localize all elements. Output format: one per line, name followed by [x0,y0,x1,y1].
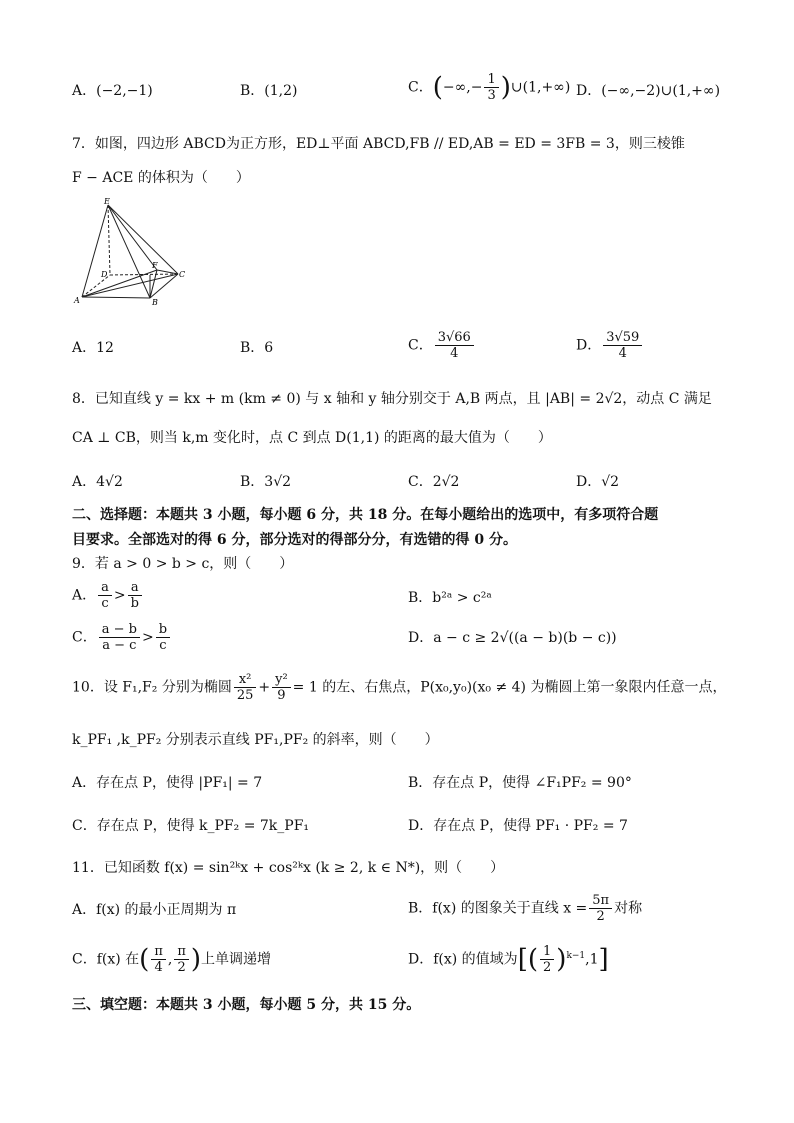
q7-option-d-label: D． [576,337,602,354]
q10-option-c: C．存在点 P，使得 k_PF₂ = 7k_PF₁ [72,818,310,834]
q6-option-c-post: ∪(1,+∞) [510,79,571,96]
q6-option-c-label: C． [408,79,433,96]
q6-option-d: D．(−∞,−2)∪(1,+∞) [576,83,721,99]
section2-heading-line2: 目要求。全部选对的得 6 分，部分选对的得部分分，有选错的得 0 分。 [72,532,517,548]
q8-option-c: C．2√2 [408,474,460,490]
q8-option-d: D．√2 [576,474,620,490]
q10-option-b: B．存在点 P，使得 ∠F₁PF₂ = 90° [408,775,632,791]
q7-option-c [408,330,476,361]
q7-option-b: B．6 [240,340,274,356]
fig-label-e: E [104,197,110,206]
fig-label-b: B [152,298,158,307]
q6-option-a: A．(−2,−1) [72,83,153,99]
q6-option-c-frac: $\frac{1}{3}$ [484,72,498,103]
q9-stem: 9．若 a > 0 > b > c，则（ ） [72,556,294,572]
q7-pyramid-figure [70,195,200,307]
q8-stem-line2: CA ⊥ CB，则当 k,m 变化时，点 C 到点 D(1,1) 的距离的最大值为（ ） [72,430,552,446]
q11-option-c: C．f(x) 在( $\frac{\pi}{4}$ , $\frac{\pi}{2}$ )上单调递增 [72,944,272,975]
q7-stem-line2: F − ACE 的体积为（ ） [72,170,250,186]
q7-option-c-label: C． [408,337,433,354]
q6-option-b: B．(1,2) [240,83,298,99]
q6-option-c: C．(−∞,− $\frac{1}{3}$ )∪(1,+∞) [408,72,571,103]
q10-stem-line2: k_PF₁ ,k_PF₂ 分别表示直线 PF₁,PF₂ 的斜率，则（ ） [72,732,439,748]
q10-option-a: A．存在点 P，使得 |PF₁| = 7 [72,775,263,791]
q7-option-d [576,330,644,361]
fig-label-d: D [101,270,108,279]
q10-option-d: D．存在点 P，使得 PF₁ · PF₂ = 7 [408,818,628,834]
fig-label-c: C [179,270,186,279]
section3-heading: 三、填空题：本题共 3 小题，每小题 5 分，共 15 分。 [72,997,421,1013]
q9-option-c: C． $\frac{a - b}{a - c}$ > $\frac{b}{c}$ [72,622,172,653]
q9-option-d: D．a − c ≥ 2√((a − b)(b − c)) [408,630,617,646]
q8-stem-line1: 8．已知直线 y = kx + m (km ≠ 0) 与 x 轴和 y 轴分别交于 A,B 两点，且 |AB| = 2√2，动点 C 满足 [72,391,712,407]
q11-option-d: D．f(x) 的值域为[( $\frac{1}{2}$ )$^{k-1}$,1] [408,944,609,975]
q9-option-b: B．b²ᵃ > c²ᵃ [408,590,492,606]
q9-option-a: A． $\frac{a}{c}$ > $\frac{a}{b}$ [72,580,144,611]
q10-stem-line1: 10．设 F₁,F₂ 分别为椭圆 $\frac{\text{x²}}{25}$ + $\frac{\text{y²}}{9}$ = 1 的左、右焦点，P(x₀,y₀)(x₀ ≠ 4) 为椭圆上第一象限内任意一点， [72,672,727,703]
q11-option-b: B．f(x) 的图象关于直线 x = $\frac{5\pi}{2}$ 对称 [408,893,643,924]
q11-stem: 11．已知函数 f(x) = sin²ᵏx + cos²ᵏx (k ≥ 2, k ∈ N*)，则（ ） [72,860,505,876]
q7-option-c-frac: $\frac{3√66}{4}$ [435,330,474,361]
fig-label-a: A [74,296,80,305]
section2-heading-line1: 二、选择题：本题共 3 小题，每小题 6 分，共 18 分。在每小题给出的选项中，有多项符合题 [72,507,659,523]
q8-option-a: A．4√2 [72,474,123,490]
q7-stem-line1: 7．如图，四边形 ABCD为正方形，ED⊥平面 ABCD,FB // ED,AB = ED = 3FB = 3，则三棱锥 [72,136,685,152]
q7-option-d-frac: $\frac{3√59}{4}$ [603,330,642,361]
q8-option-b: B．3√2 [240,474,292,490]
q7-option-a: A．12 [72,340,114,356]
fig-label-f: F [152,261,158,270]
q11-option-a: A．f(x) 的最小正周期为 π [72,902,237,918]
q6-option-c-pre: −∞,− [442,79,483,96]
